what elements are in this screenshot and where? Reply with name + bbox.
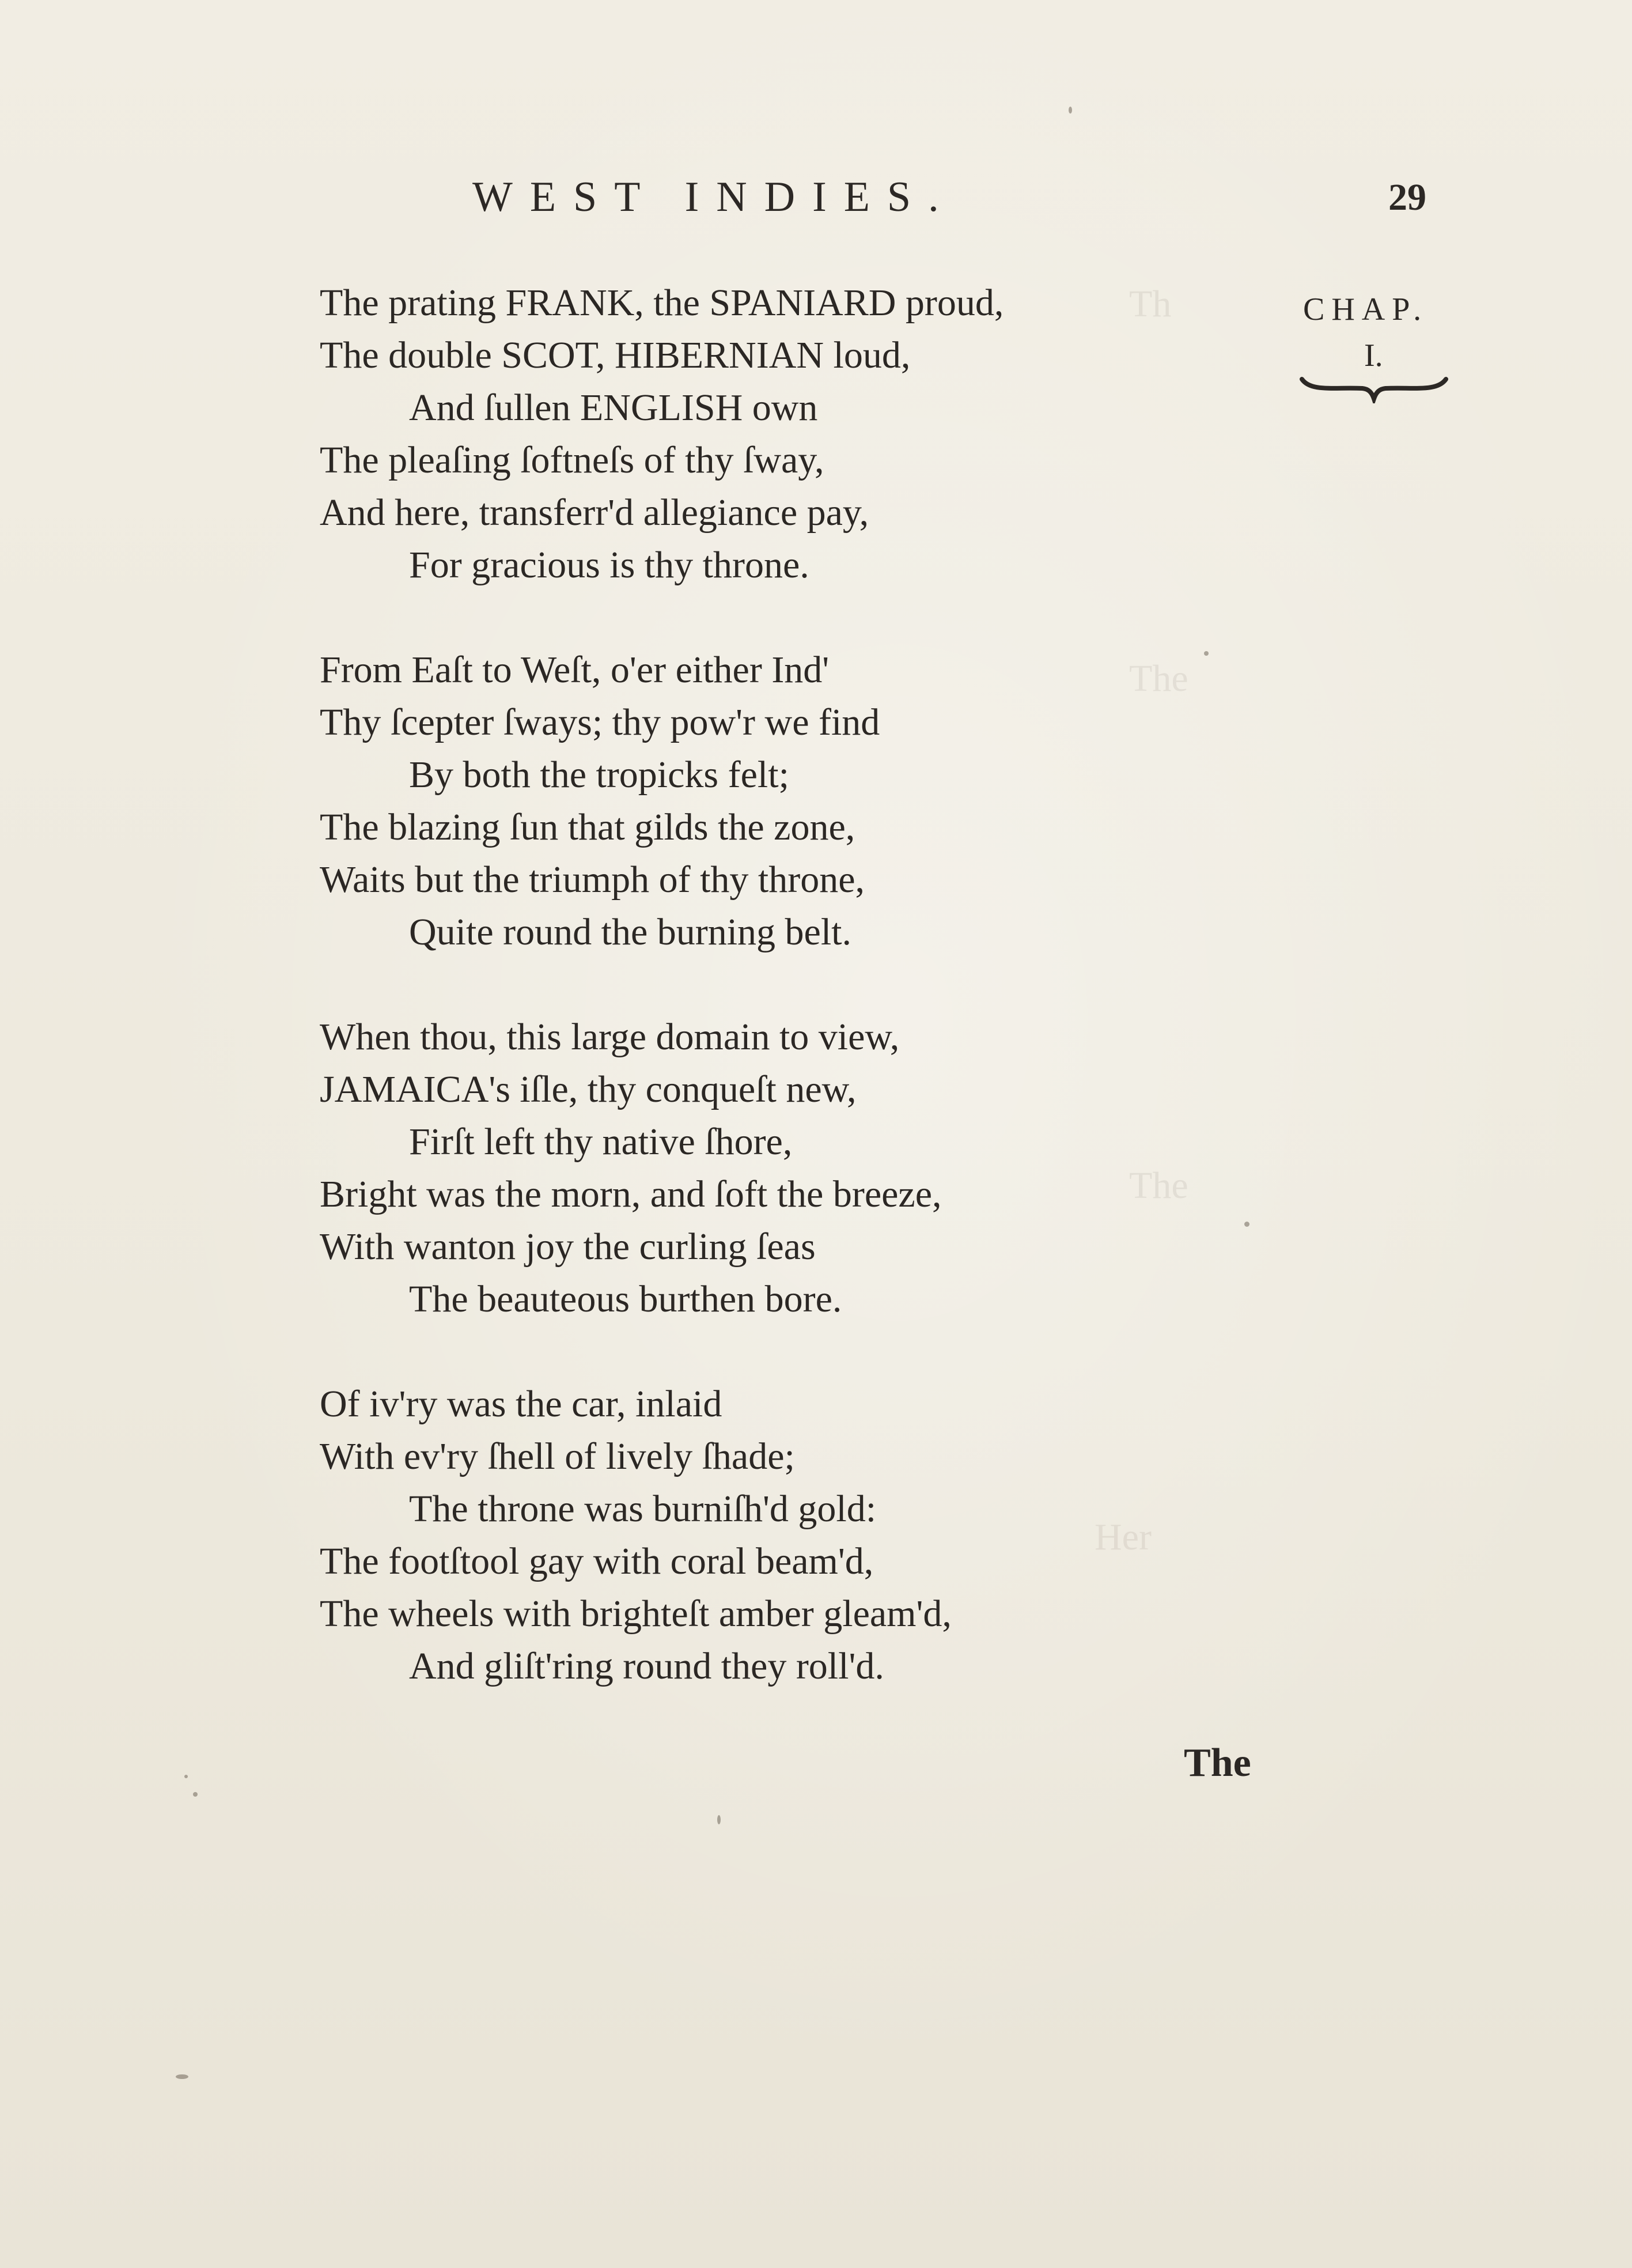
paper-speck	[1069, 107, 1072, 114]
paper-speck	[717, 1815, 721, 1824]
stanza	[320, 1011, 1299, 1325]
paper-speck	[176, 2074, 188, 2079]
verse-line: The footſtool gay with coral beam'd,	[320, 1540, 874, 1582]
catchword: The	[1184, 1741, 1251, 1785]
verse-line: For gracious is thy throne.	[409, 544, 809, 586]
verse-line: With wanton joy the curling ſeas	[320, 1226, 816, 1268]
verse-line: Bright was the morn, and ſoft the breeze,	[320, 1173, 942, 1215]
verse-line: The pleaſing ſoftneſs of thy ſway,	[320, 439, 824, 481]
brace-ornament-icon	[1299, 375, 1449, 403]
verse-line: And gliſt'ring round they roll'd.	[409, 1645, 884, 1687]
verse-line: Waits but the triumph of thy throne,	[320, 859, 865, 901]
paper-speck	[1204, 651, 1209, 656]
verse-line: Of iv'ry was the car, inlaid	[320, 1383, 722, 1425]
stanza	[320, 644, 1299, 958]
verse-line: Firſt left thy native ſhore,	[409, 1121, 793, 1163]
verse-line: When thou, this large domain to view,	[320, 1016, 900, 1058]
paper-speck	[184, 1775, 188, 1778]
stanza	[320, 1378, 1299, 1692]
stanza	[320, 277, 1299, 591]
verse-line: The double SCOT, HIBERNIAN loud,	[320, 334, 911, 376]
verse-line: Quite round the burning belt.	[409, 911, 852, 953]
show-through-text: Her	[1095, 1516, 1152, 1558]
verse-line: Thy ſcepter ſways; thy pow'r we find	[320, 701, 880, 743]
chapter-number: I.	[1364, 338, 1383, 373]
verse-line: The wheels with brighteſt amber gleam'd,	[320, 1593, 952, 1635]
show-through-text: Th	[1129, 283, 1172, 325]
verse-line: With ev'ry ſhell of lively ſhade;	[320, 1435, 795, 1477]
running-title: WEST INDIES.	[472, 173, 956, 221]
page-number: 29	[1388, 176, 1426, 218]
show-through-text: The	[1129, 657, 1188, 700]
verse-line: And here, transferr'd allegiance pay,	[320, 492, 869, 534]
verse-line: And ſullen ENGLISH own	[409, 387, 818, 429]
verse-line: The beauteous burthen bore.	[409, 1278, 842, 1320]
paper-speck	[193, 1792, 198, 1797]
verse-line: The throne was burniſh'd gold:	[409, 1488, 877, 1530]
poem-body	[320, 277, 1299, 1745]
verse-line: JAMAICA's iſle, thy conqueſt new,	[320, 1068, 857, 1110]
show-through-text: The	[1129, 1165, 1188, 1207]
paper-speck	[1244, 1222, 1249, 1227]
verse-line: By both the tropicks felt;	[409, 754, 789, 796]
chapter-label: CHAP.	[1303, 292, 1429, 327]
verse-line: The prating FRANK, the SPANIARD proud,	[320, 282, 1004, 324]
verse-line: From Eaſt to Weſt, o'er either Ind'	[320, 649, 830, 691]
verse-line: The blazing ſun that gilds the zone,	[320, 806, 855, 848]
